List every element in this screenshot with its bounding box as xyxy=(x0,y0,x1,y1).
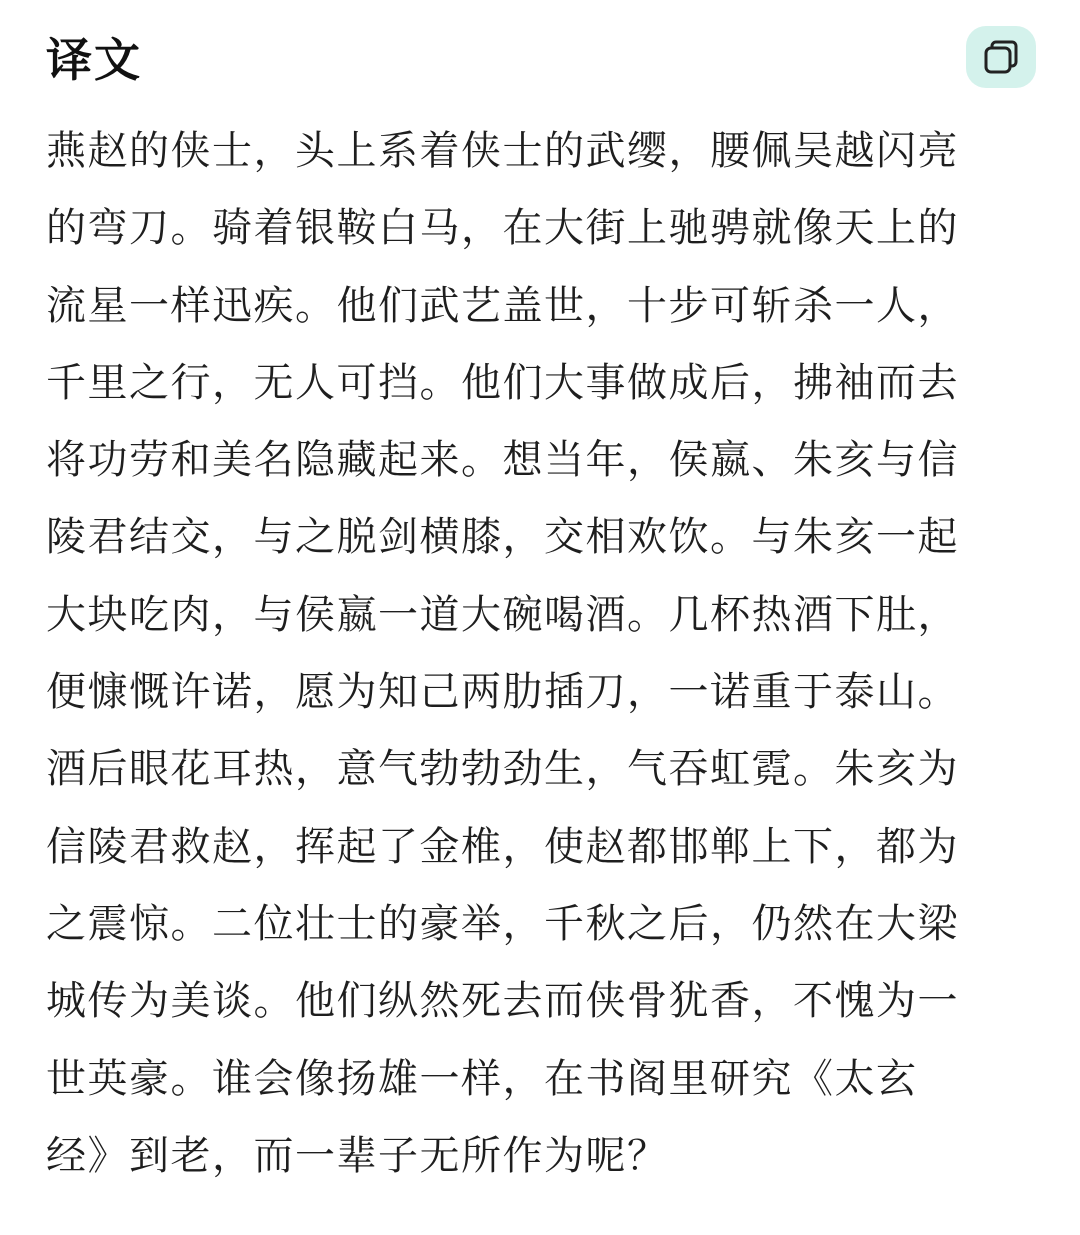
text-line: 将功劳和美名隐藏起来。想当年，侯嬴、朱亥与信 xyxy=(46,437,959,484)
header xyxy=(46,26,1036,92)
page-title: 译文 xyxy=(46,33,142,87)
text-line: 酒后眼花耳热，意气勃勃劲生，气吞虹霓。朱亥为 xyxy=(46,746,959,793)
text-line: 燕赵的侠士，头上系着侠士的武缨，腰佩吴越闪亮 xyxy=(46,128,959,174)
translation-paragraph xyxy=(46,113,1026,1195)
text-line: 千里之行，无人可挡。他们大事做成后，拂袖而去 xyxy=(46,359,959,406)
copy-icon xyxy=(981,37,1021,77)
text-line: 的弯刀。骑着银鞍白马，在大街上驰骋就像天上的 xyxy=(46,205,959,252)
text-line: 之震惊。二位壮士的豪举，千秋之后，仍然在大梁 xyxy=(46,900,959,947)
text-line: 经》到老，而一辈子无所作为呢？ xyxy=(46,1132,669,1179)
text-line: 世英豪。谁会像扬雄一样，在书阁里研究《太玄 xyxy=(46,1055,918,1102)
text-line: 城传为美谈。他们纵然死去而侠骨犹香，不愧为一 xyxy=(46,978,959,1025)
text-line: 便慷慨许诺，愿为知己两肋插刀，一诺重于泰山。 xyxy=(46,669,959,716)
text-line: 流星一样迅疾。他们武艺盖世，十步可斩杀一人， xyxy=(46,282,959,329)
text-line: 信陵君救赵，挥起了金椎，使赵都邯郸上下，都为 xyxy=(46,823,959,870)
copy-button[interactable] xyxy=(966,26,1036,88)
text-line: 陵君结交，与之脱剑横膝，交相欢饮。与朱亥一起 xyxy=(46,514,959,561)
text-line: 大块吃肉，与侯嬴一道大碗喝酒。几杯热酒下肚， xyxy=(46,591,959,638)
